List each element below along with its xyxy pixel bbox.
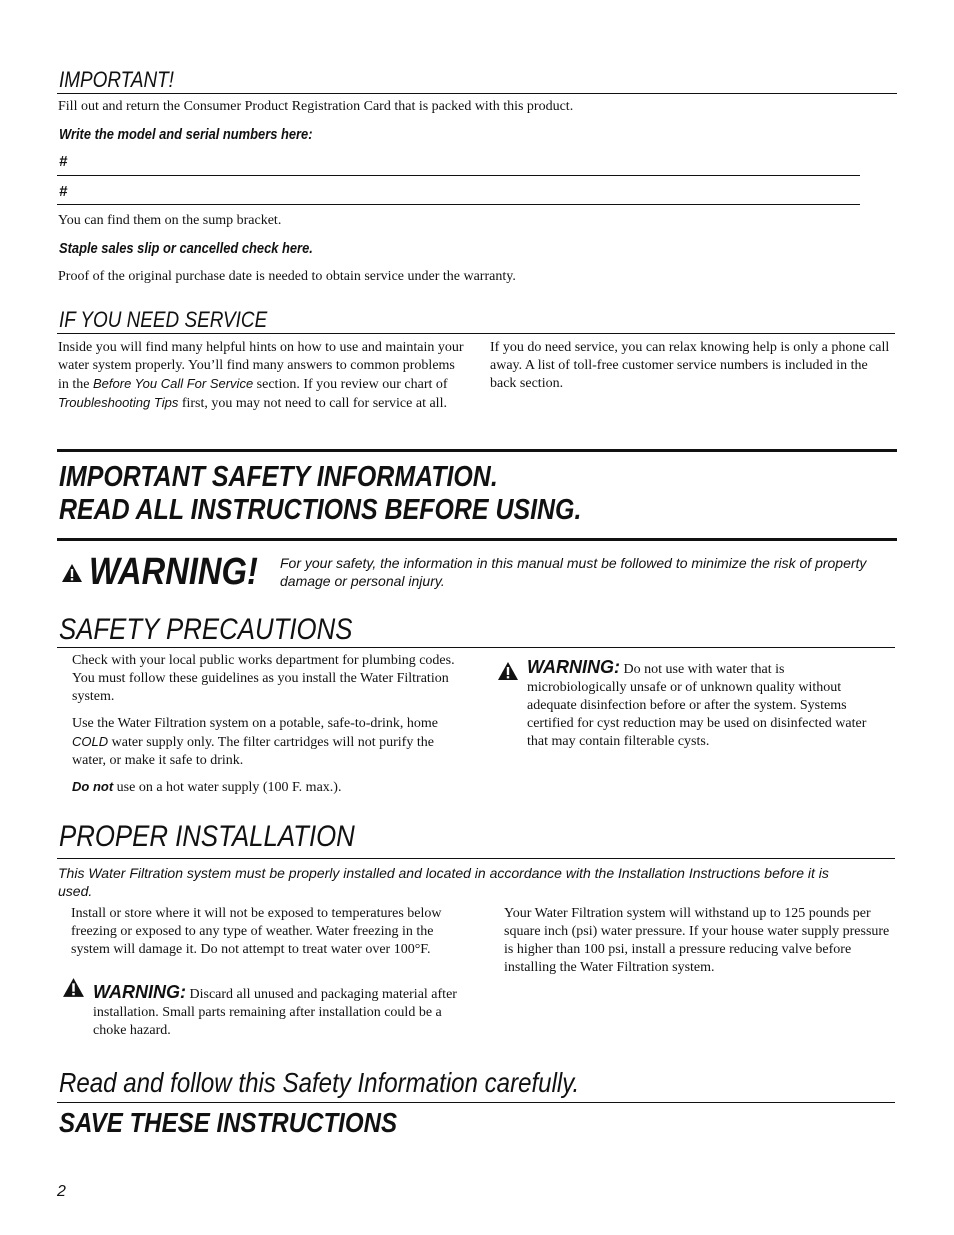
divider: [57, 538, 897, 541]
registration-text: Fill out and return the Consumer Product Registration Card that is packed with this product.: [58, 99, 574, 114]
service-right-text: If you do need service, you can relax knowing help is only a phone call away. A list of toll-free customer service numbers is included in the back section.: [490, 340, 890, 391]
installation-intro: This Water Filtration system must be properly installed and located in accordance with the Installation Instructions before it is used.: [58, 865, 829, 899]
write-numbers-label: Write the model and serial numbers here:: [59, 126, 313, 143]
warning-triangle-icon: [62, 977, 85, 998]
warning-label: WARNING:: [93, 982, 186, 1002]
save-instructions: SAVE THESE INSTRUCTIONS: [59, 1107, 398, 1138]
divider: [57, 333, 895, 334]
installation-warning-text: WARNING: Discard all unused and packaging material after installation. Small parts remaining after installation could be a choke hazard.: [93, 982, 457, 1038]
warning-triangle-icon: [497, 661, 519, 681]
divider: [57, 93, 897, 94]
warning-triangle-icon: [61, 563, 83, 583]
warning-title: WARNING!: [89, 551, 258, 593]
precaution-warning-text: WARNING: Do not use with water that is microbiologically unsafe or of unknown quality without adequate disinfection before or after the system. Systems certified for cyst reduction may be used on disinfected water that may contain filterable cysts.: [527, 657, 867, 749]
precaution-potable-water: Use the Water Filtration system on a potable, safe-to-drink, home COLD water supply only. The filter cartridges will not purify the water, or make it safe to drink.: [72, 716, 439, 768]
proof-text: Proof of the original purchase date is needed to obtain service under the warranty.: [58, 269, 516, 284]
page-number: 2: [57, 1183, 66, 1200]
serial-number-hash: #: [59, 183, 68, 200]
precaution-hot-water: Do not use on a hot water supply (100 F. max.).: [72, 779, 342, 795]
divider: [57, 449, 897, 452]
important-heading: IMPORTANT!: [59, 67, 174, 92]
divider: [57, 647, 895, 648]
safety-info-line1: IMPORTANT SAFETY INFORMATION.: [59, 461, 498, 493]
installation-pressure-text: Your Water Filtration system will withstand up to 125 pounds per square inch (psi) water pressure. If your house water supply pressure is higher than 100 psi, install a pressure reducing valve before installing the Water Filtration system.: [504, 906, 890, 975]
precautions-heading: SAFETY PRECAUTIONS: [59, 613, 353, 646]
divider: [57, 1102, 895, 1103]
installation-freezing-text: Install or store where it will not be exposed to temperatures below freezing or exposed to any type of weather. Water freezing in the system will damage it. Do not attempt to treat water over 100°F.: [71, 906, 442, 957]
warning-label: WARNING:: [527, 657, 620, 677]
divider: [57, 858, 895, 859]
safety-info-line2: READ ALL INSTRUCTIONS BEFORE USING.: [59, 494, 582, 526]
model-number-line: [57, 175, 860, 176]
service-left-text: Inside you will find many helpful hints on how to use and maintain your water system properly. You’ll find many answers to common problems in the Before You Call For Service section. If you review our chart of Troubleshooting Tips first, you may not need to call for service at all.: [58, 340, 464, 411]
model-number-hash: #: [59, 153, 68, 170]
service-heading: IF YOU NEED SERVICE: [59, 307, 268, 332]
warning-banner-text: For your safety, the information in this manual must be followed to minimize the risk of property damage or personal injury.: [280, 555, 867, 589]
installation-heading: PROPER INSTALLATION: [59, 820, 355, 853]
read-follow-text: Read and follow this Safety Information carefully.: [59, 1067, 580, 1098]
precaution-plumbing-codes: Check with your local public works department for plumbing codes. You must follow these guidelines as you install the Water Filtration system.: [72, 653, 455, 704]
staple-label: Staple sales slip or cancelled check here.: [59, 240, 313, 257]
serial-number-line: [57, 204, 860, 205]
find-them-text: You can find them on the sump bracket.: [58, 213, 282, 228]
